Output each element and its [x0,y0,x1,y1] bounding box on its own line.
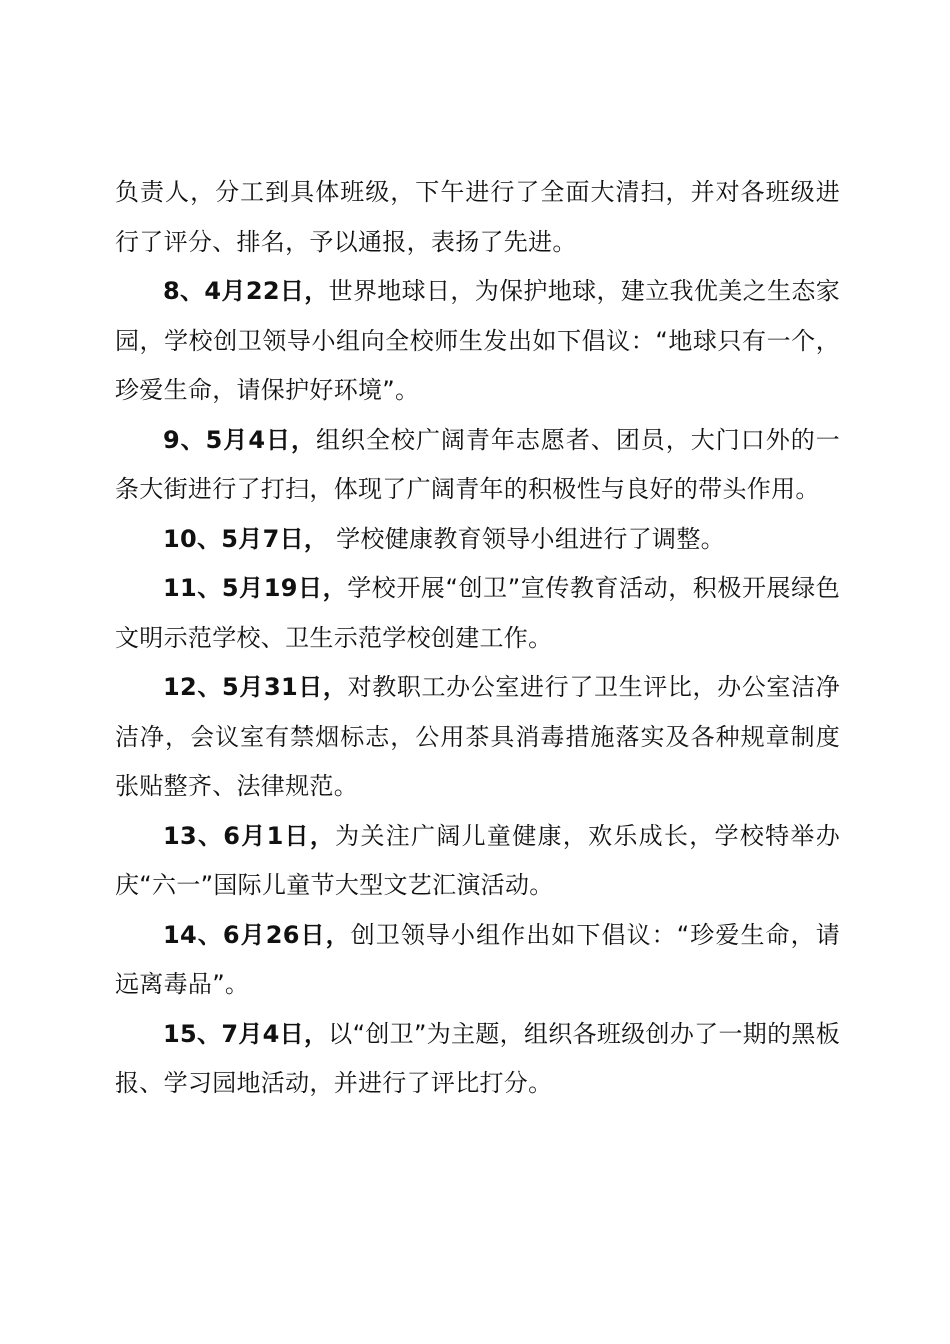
paragraph-text: 组织全校广阔青年志愿者、团员，大门口外的一条大街进行了打扫，体现了广阔青年的积极性与良好的带头作用。 [115,425,840,503]
paragraph-text: 学校开展“创卫”宣传教育活动，积极开展绿色文明示范学校、卫生示范学校创建工作。 [115,574,841,652]
paragraph-item-8 [115,267,840,416]
paragraph-text: 世界地球日，为保护地球，建立我优美之生态家园，学校创卫领导小组向全校师生发出如下倡议：“地球只有一个，珍爱生命，请保护好环境”。 [115,277,840,404]
paragraph-text: 学校健康教育领导小组进行了调整。 [328,524,725,553]
document-body [115,168,840,1109]
paragraph-lead: 14、6月26日， [163,920,351,949]
paragraph-lead: 9、5月4日， [163,425,316,454]
paragraph-lead: 10、5月7日， [163,524,329,553]
paragraph-lead: 13、6月1日， [163,821,336,850]
paragraph-item-14 [115,911,840,1010]
paragraph-lead: 11、5月19日， [163,574,348,602]
paragraph-item-15 [115,1010,840,1109]
paragraph-text: 为关注广阔儿童健康，欢乐成长，学校特举办庆“六一”国际儿童节大型文艺汇演活动。 [115,821,841,899]
paragraph-text: 以“创卫”为主题，组织各班级创办了一期的黑板报、学习园地活动，并进行了评比打分。 [115,1019,840,1097]
paragraph-item-11 [115,564,840,663]
paragraph-item-12 [115,663,840,812]
paragraph-text: 创卫领导小组作出如下倡议：“珍爱生命，请远离毒品”。 [115,920,840,998]
paragraph-text: 负责人，分工到具体班级，下午进行了全面大清扫，并对各班级进行了评分、排名，予以通报，表扬了先进。 [115,178,840,256]
paragraph-item-10 [115,515,840,565]
paragraph-lead: 15、7月4日， [163,1019,329,1048]
paragraph-continuation [115,168,840,267]
paragraph-item-9 [115,416,840,515]
paragraph-item-13 [115,812,840,911]
paragraph-text: 对教职工办公室进行了卫生评比，办公室洁净洁净，会议室有禁烟标志，公用茶具消毒措施落实及各种规章制度张贴整齐、法律规范。 [115,673,841,800]
paragraph-lead: 8、4月22日， [163,277,329,305]
paragraph-lead: 12、5月31日， [163,673,348,701]
